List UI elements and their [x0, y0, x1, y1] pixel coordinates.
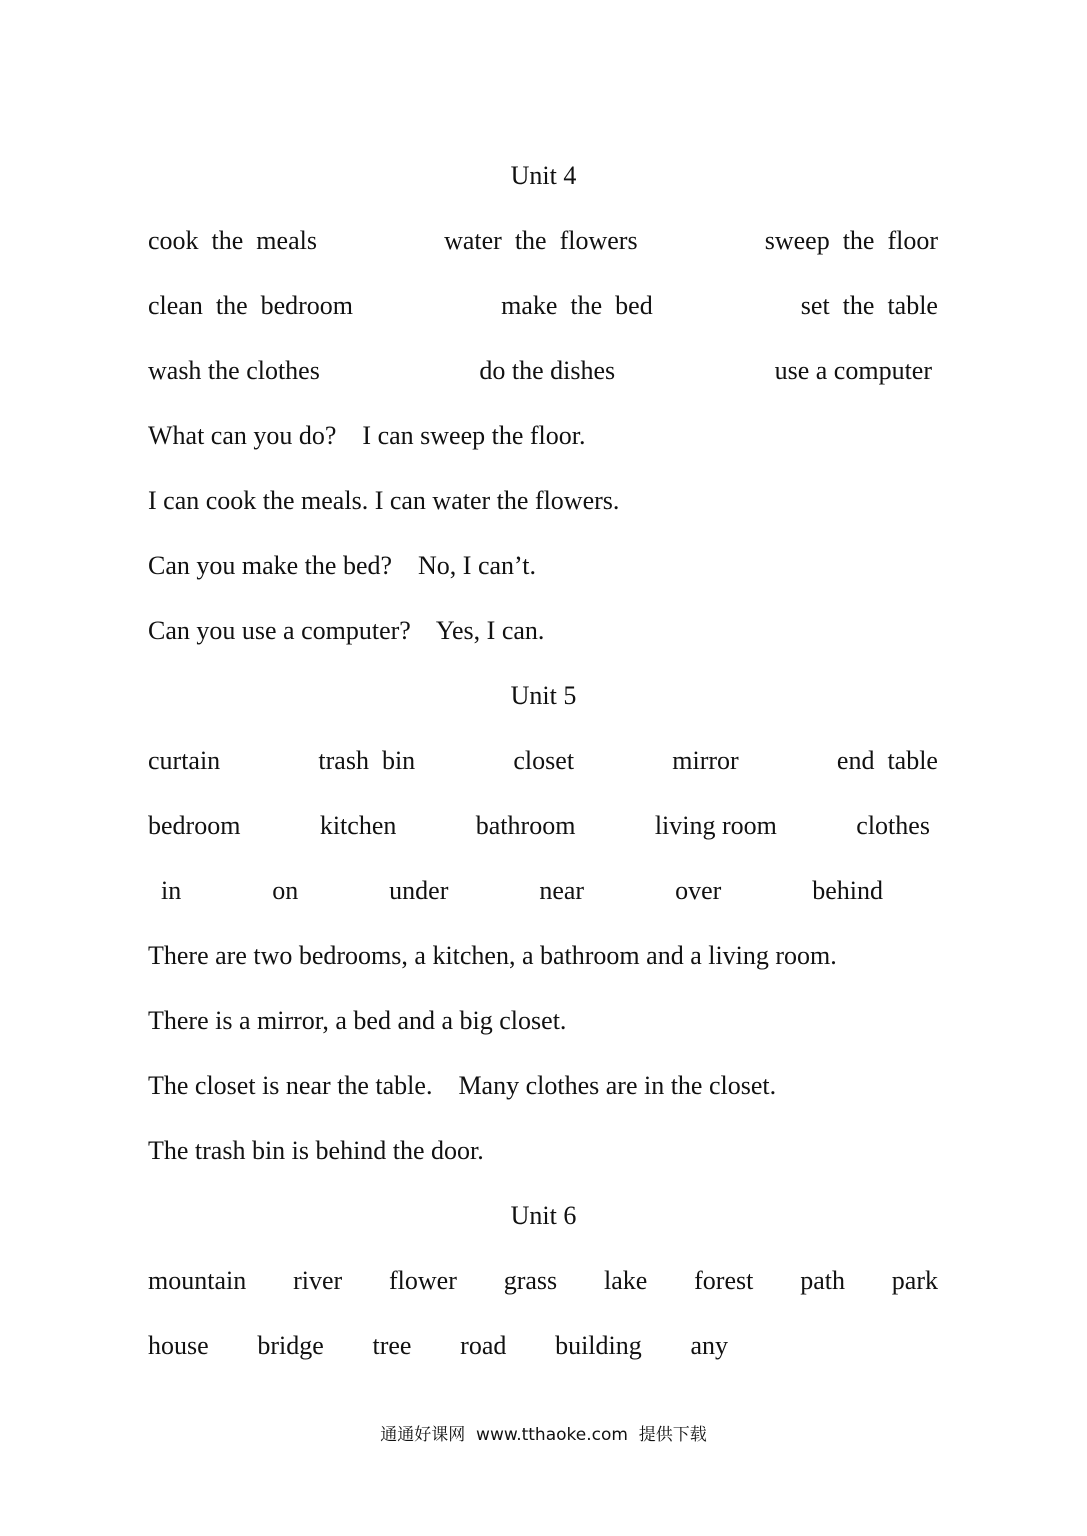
vocab-item: road	[460, 1331, 507, 1360]
vocab-item: house	[148, 1331, 209, 1360]
unit-5-vocab-row-2	[148, 806, 930, 846]
unit-6-vocab-row-2	[148, 1326, 728, 1366]
vocab-item: cook the meals	[148, 226, 317, 255]
unit-5-prepositions-row	[161, 871, 883, 911]
unit-5-title: Unit 5	[510, 681, 577, 710]
vocab-item: kitchen	[319, 811, 397, 840]
unit-5-vocab-row-1	[148, 741, 938, 781]
vocab-item: end table	[836, 746, 938, 775]
vocab-item: bedroom	[148, 811, 241, 840]
vocab-item: near	[539, 876, 585, 905]
page-footer: 通通好课网 www.tthaoke.com 提供下载	[380, 1425, 707, 1445]
unit-4-sentence: What can you do? I can sweep the floor.	[148, 421, 586, 450]
vocab-item: mirror	[672, 746, 739, 775]
vocab-item: forest	[694, 1266, 754, 1295]
vocab-item: building	[555, 1331, 642, 1360]
vocab-item: wash the clothes	[148, 356, 320, 385]
unit-4-sentence: Can you use a computer? Yes, I can.	[148, 616, 545, 645]
unit-4-title: Unit 4	[510, 161, 577, 190]
vocab-item: over	[675, 876, 722, 905]
vocab-item: mountain	[148, 1266, 247, 1295]
unit-4-sentence: I can cook the meals. I can water the flowers.	[148, 486, 620, 515]
vocab-item: sweep the floor	[764, 226, 938, 255]
vocab-item: water the flowers	[444, 226, 638, 255]
vocab-item: curtain	[148, 746, 221, 775]
unit-4-vocab-row-1	[148, 221, 938, 261]
vocab-item: closet	[513, 746, 575, 775]
vocab-item: tree	[372, 1331, 412, 1360]
vocab-item: bridge	[257, 1331, 324, 1360]
vocab-item: lake	[603, 1266, 648, 1295]
vocab-item: under	[389, 876, 449, 905]
vocab-item: flower	[389, 1266, 457, 1295]
vocab-item: park	[891, 1266, 938, 1295]
vocab-item: trash bin	[318, 746, 416, 775]
unit-6-vocab-row-1	[148, 1261, 938, 1301]
unit-6-title: Unit 6	[510, 1201, 577, 1230]
vocab-item: grass	[503, 1266, 558, 1295]
vocab-item: river	[293, 1266, 343, 1295]
unit-4-sentence: Can you make the bed? No, I can’t.	[148, 551, 536, 580]
unit-4-vocab-row-3	[148, 351, 932, 391]
unit-4-vocab-row-2	[148, 286, 938, 326]
vocab-item: on	[272, 876, 299, 905]
vocab-item: living room	[654, 811, 777, 840]
vocab-item: use a computer	[774, 356, 932, 385]
vocab-item: behind	[812, 876, 883, 905]
unit-5-sentence: The closet is near the table. Many clothes are in the closet.	[148, 1071, 777, 1100]
vocab-item: make the bed	[501, 291, 653, 320]
vocab-item: bathroom	[475, 811, 576, 840]
vocab-item: any	[690, 1331, 728, 1360]
unit-5-sentence: The trash bin is behind the door.	[148, 1136, 484, 1165]
vocab-item: clean the bedroom	[148, 291, 354, 320]
vocab-item: path	[800, 1266, 845, 1295]
vocab-item: clothes	[856, 811, 930, 840]
unit-5-sentence: There is a mirror, a bed and a big closet.	[148, 1006, 567, 1035]
vocab-item: do the dishes	[479, 356, 616, 385]
vocab-item: in	[161, 876, 182, 905]
vocab-item: set the table	[800, 291, 938, 320]
unit-5-sentence: There are two bedrooms, a kitchen, a bathroom and a living room.	[148, 941, 837, 970]
